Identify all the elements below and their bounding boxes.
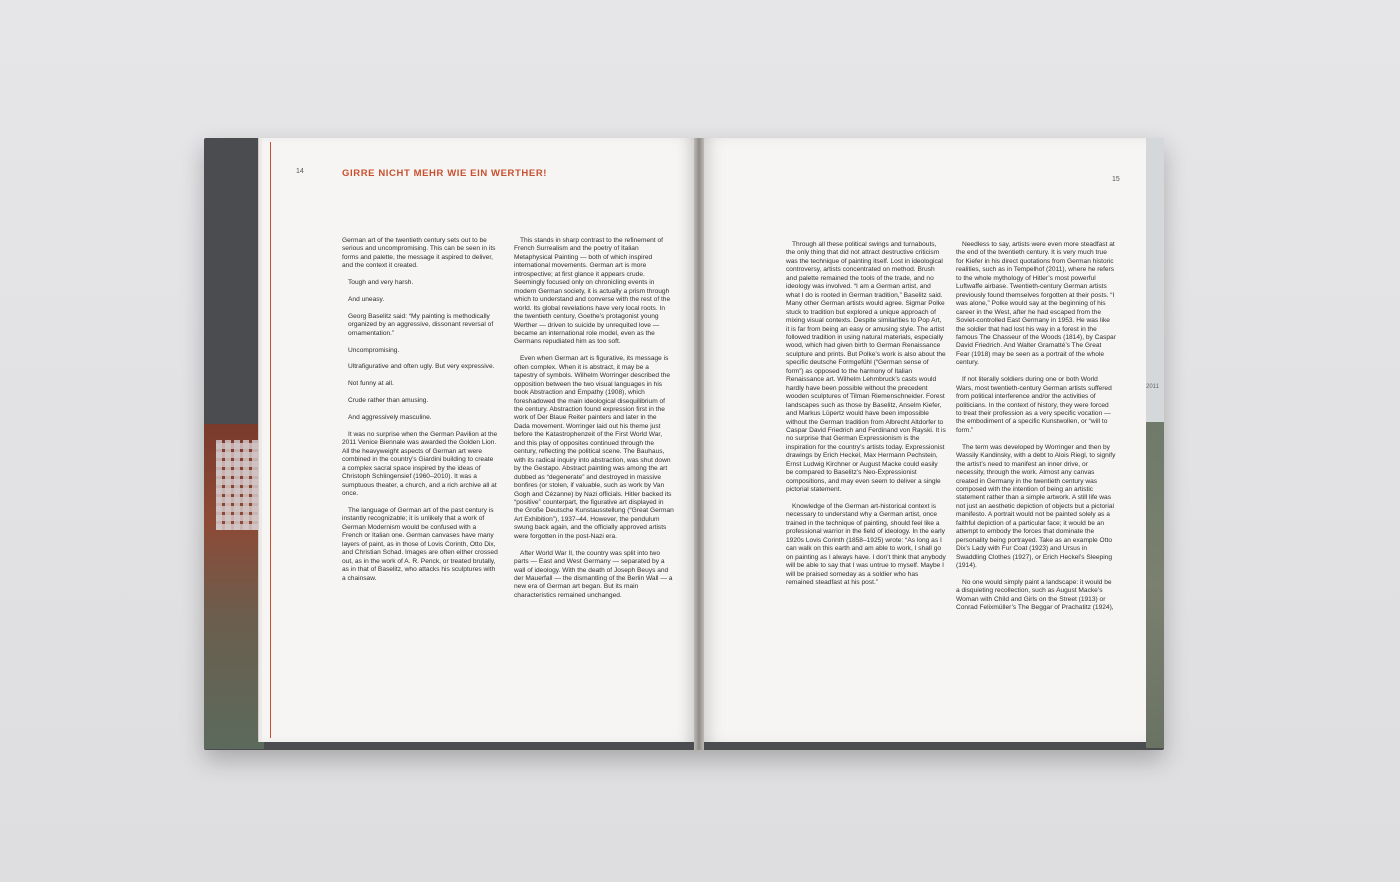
paragraph: Not funny at all.	[348, 380, 394, 388]
right-column-2	[956, 241, 1116, 621]
left-column-2	[514, 237, 674, 609]
paragraph: Georg Baselitz said: “My painting is methodically organized by an aggressive, dissonant reversal of ornamentation.”	[348, 312, 494, 337]
paragraph: Even when German art is figurative, its message is often complex. When it is abstract, it may be a tapestry of symbols. Wilhelm Worringer described the opposition between the two visual languages in his book Abstraction and Empathy (1908), which foreshadowed the main ideological disequilibrium of the century. Abstraction found expression first in the work of Der Blaue Reiter painters and later in the Dada movement. Worringer laid out his theme just before the Katastrophenzeit of the First World War, and this play of opposites continued through the century, reflecting the political scene. The Bauhaus, with its radical inquiry into abstraction, was shut down by the Gestapo. Abstract painting was among the art dubbed as “degenerate” and destroyed in massive bonfires (or stolen, if valuable, such as work by Van Gogh and Cézanne) by Nazi officials. Hitler backed its “positive” counterpart, the figurative art displayed in the Große Deutsche Kunstausstellung (“Great German Art Exhibition”), 1937–44. However, the pendulum swung back again, and the officially approved artists were forgotten in the post-Nazi era.	[514, 355, 674, 540]
book-spine	[694, 138, 704, 750]
left-column-1	[342, 237, 498, 591]
paragraph: Tough and very harsh.	[348, 279, 414, 287]
page-number-right: 15	[1112, 176, 1120, 183]
paragraph: German art of the twentieth century sets out to be serious and uncompromising. This can be seen in its forms and palette, the message it aspired to deliver, and the context it created.	[342, 237, 496, 270]
paragraph: No one would simply paint a landscape: it would be a disquieting recollection, such as August Macke’s Woman with Child and Girls on the Street (1913) or Conrad Felixmüller’s The Beggar of Prachatitz (1924),	[956, 578, 1114, 612]
right-column-1	[786, 241, 946, 596]
paragraph: It was no surprise when the German Pavilion at the 2011 Venice Biennale was awarded the Golden Lion. All the heavyweight aspects of German art were combined in the country’s Giardini building to create a complex sacral space inspired by the ideas of Christoph Schlingensief (1960–2010). It was a sumptuous theater, a church, and a rich archive all at once.	[342, 430, 498, 498]
paragraph: After World War II, the country was split into two parts — East and West Germany — separated by a wall of ideology. With the death of Joseph Beuys and der Mauerfall — the dismantling of the Berlin Wall — a new era of German art began. But its main characteristics remained unchanged.	[514, 549, 673, 599]
paragraph: The language of German art of the past century is instantly recognizable; it is unlikely that a work of German Modernism would be confused with a French or Italian one. German canvases have many layers of paint, as in those of Lovis Corinth, Otto Dix, and Christian Schad. Images are often either crossed out, as in the work of A. R. Penck, or treated brutally, as in that of Baselitz, who attacks his sculptures with a chainsaw.	[342, 506, 498, 582]
cover-painting-right	[1146, 422, 1164, 748]
page-number-left: 14	[296, 168, 304, 175]
paragraph: Through all these political swings and turnabouts, the only thing that did not attract destructive criticism was the technique of painting itself. Lost in ideological controversy, artists concentrated on method. Brush and palette remained the tools of the trade, and no ideology was involved. “I am a German artist, and what I do is rooted in German tradition,” Baselitz said. Many other German artists would agree. Sigmar Polke stuck to tradition but explored a unique approach of mixing visual contexts. Despite similarities to Pop Art, it is far from being an easy or amusing style. The artist followed tradition in using natural materials, especially wood, which had given birth to German Renaissance sculpture and prints. But Polke’s work is also about the specific deutsche Formgefühl (“German sense of form”) as opposed to the harmony of Italian Renaissance art. Wilhelm Lehmbruck’s casts would hardly have been possible without the precedent wooden sculptures of Tilman Riemenschneider. Forest landscapes such as those by Baselitz, Anselm Kiefer, and Markus Lüpertz would have been impossible without the German tradition from Albrecht Altdorfer to Caspar David Friedrich and Ferdinand von Rayski. It is no surprise that German Expressionism is the inspiration for the country’s artists today. Expressionist drawings by Erich Heckel, Max Hermann Pechstein, Ernst Ludwig Kirchner or August Macke could easily be compared to Baselitz’s Neo-Expressionist compositions, and may even seem to deliver a single pictorial statement.	[786, 241, 946, 494]
red-margin-rule	[270, 142, 271, 738]
paragraph: The term was developed by Worringer and then by Wassily Kandinsky, with a debt to Alois Riegl, to signify the artist’s need to manifest an inner drive, or necessity, through the work. Almost any canvas created in Germany in the twentieth century was composed with the intention of being an artistic statement rather than a simple artwork. A still life was not just an aesthetic depiction of objects but a pictorial manifesto. A portrait would not be painted solely as a faithful depiction of a particular face; it would be an attempt to embody the forces that dominate the personality being portrayed. Take as an example Otto Dix’s Lady with Fur Coat (1923) and Ursus in Swaddling Clothes (1927), or Erich Heckel’s Sleeping (1914).	[956, 443, 1116, 570]
paragraph: Crude rather than amusing.	[348, 397, 429, 405]
paragraph: And aggressively masculine.	[348, 414, 432, 422]
paragraph: Uncompromising.	[348, 346, 400, 354]
paragraph: If not literally soldiers during one or both World Wars, most twentieth-century German artists suffered from political interference and/or the activities of politicians. In the context of history, they were forced to treat their profession as a very specific vocation — the embodiment of a specific Kunstwollen, or “will to form.”	[956, 376, 1112, 434]
paragraph: This stands in sharp contrast to the refinement of French Surrealism and the poetry of Italian Metaphysical Painting — both of which inspired international movements. German art is more introspective; at first glance it appears crude. Seemingly focused only on chronicling events in modern German society, it is actually a prism through which to understand and converse with the rest of the world. Its global revelations have very local roots. In the twentieth century, Goethe’s protagonist young Werther — driven to suicide by unrequited love — became an international role model, even as the Germans repudiated him as too soft.	[514, 237, 671, 346]
paragraph: Needless to say, artists were even more steadfast at the end of the twentieth century. It is very much true for Kiefer in his direct quotations from German historic realities, such as in Tempelhof (2011), where he refers to the whole mythology of Hitler’s most powerful Luftwaffe airbase. Twentieth-century German artists previously found themselves forgotten at their posts. “I was alone,” Polke would say at the beginning of his career in the West, after he had escaped from the Soviet-controlled East Germany in 1953. He was like the soldier that had lost his way in a forest in the famous The Chasseur of the Woods (1814), by Caspar David Friedrich. And Walter Gramatté’s The Great Fear (1918) may be seen as a portrait of the whole century.	[956, 241, 1116, 367]
paragraph: Ultrafigurative and often ugly. But very expressive.	[348, 363, 495, 371]
paragraph: And uneasy.	[348, 296, 385, 304]
chapter-title: GIRRE NICHT MEHR WIE EIN WERTHER!	[342, 168, 548, 179]
paragraph: Knowledge of the German art-historical context is necessary to understand why a German artist, once trained in the technique of painting, should feel like a professional warrior in the field of ideology. In the early 1920s Lovis Corinth (1858–1925) wrote: “As long as I can walk on this earth and am able to work, I shall go on painting as I always have. I don’t think that anybody will be able to say that I was untrue to myself. Maybe I will be praised someday as a soldier who has remained steadfast at his post.”	[786, 502, 946, 587]
cover-label: 2011	[1146, 384, 1159, 390]
cover-window-grid	[216, 440, 260, 530]
